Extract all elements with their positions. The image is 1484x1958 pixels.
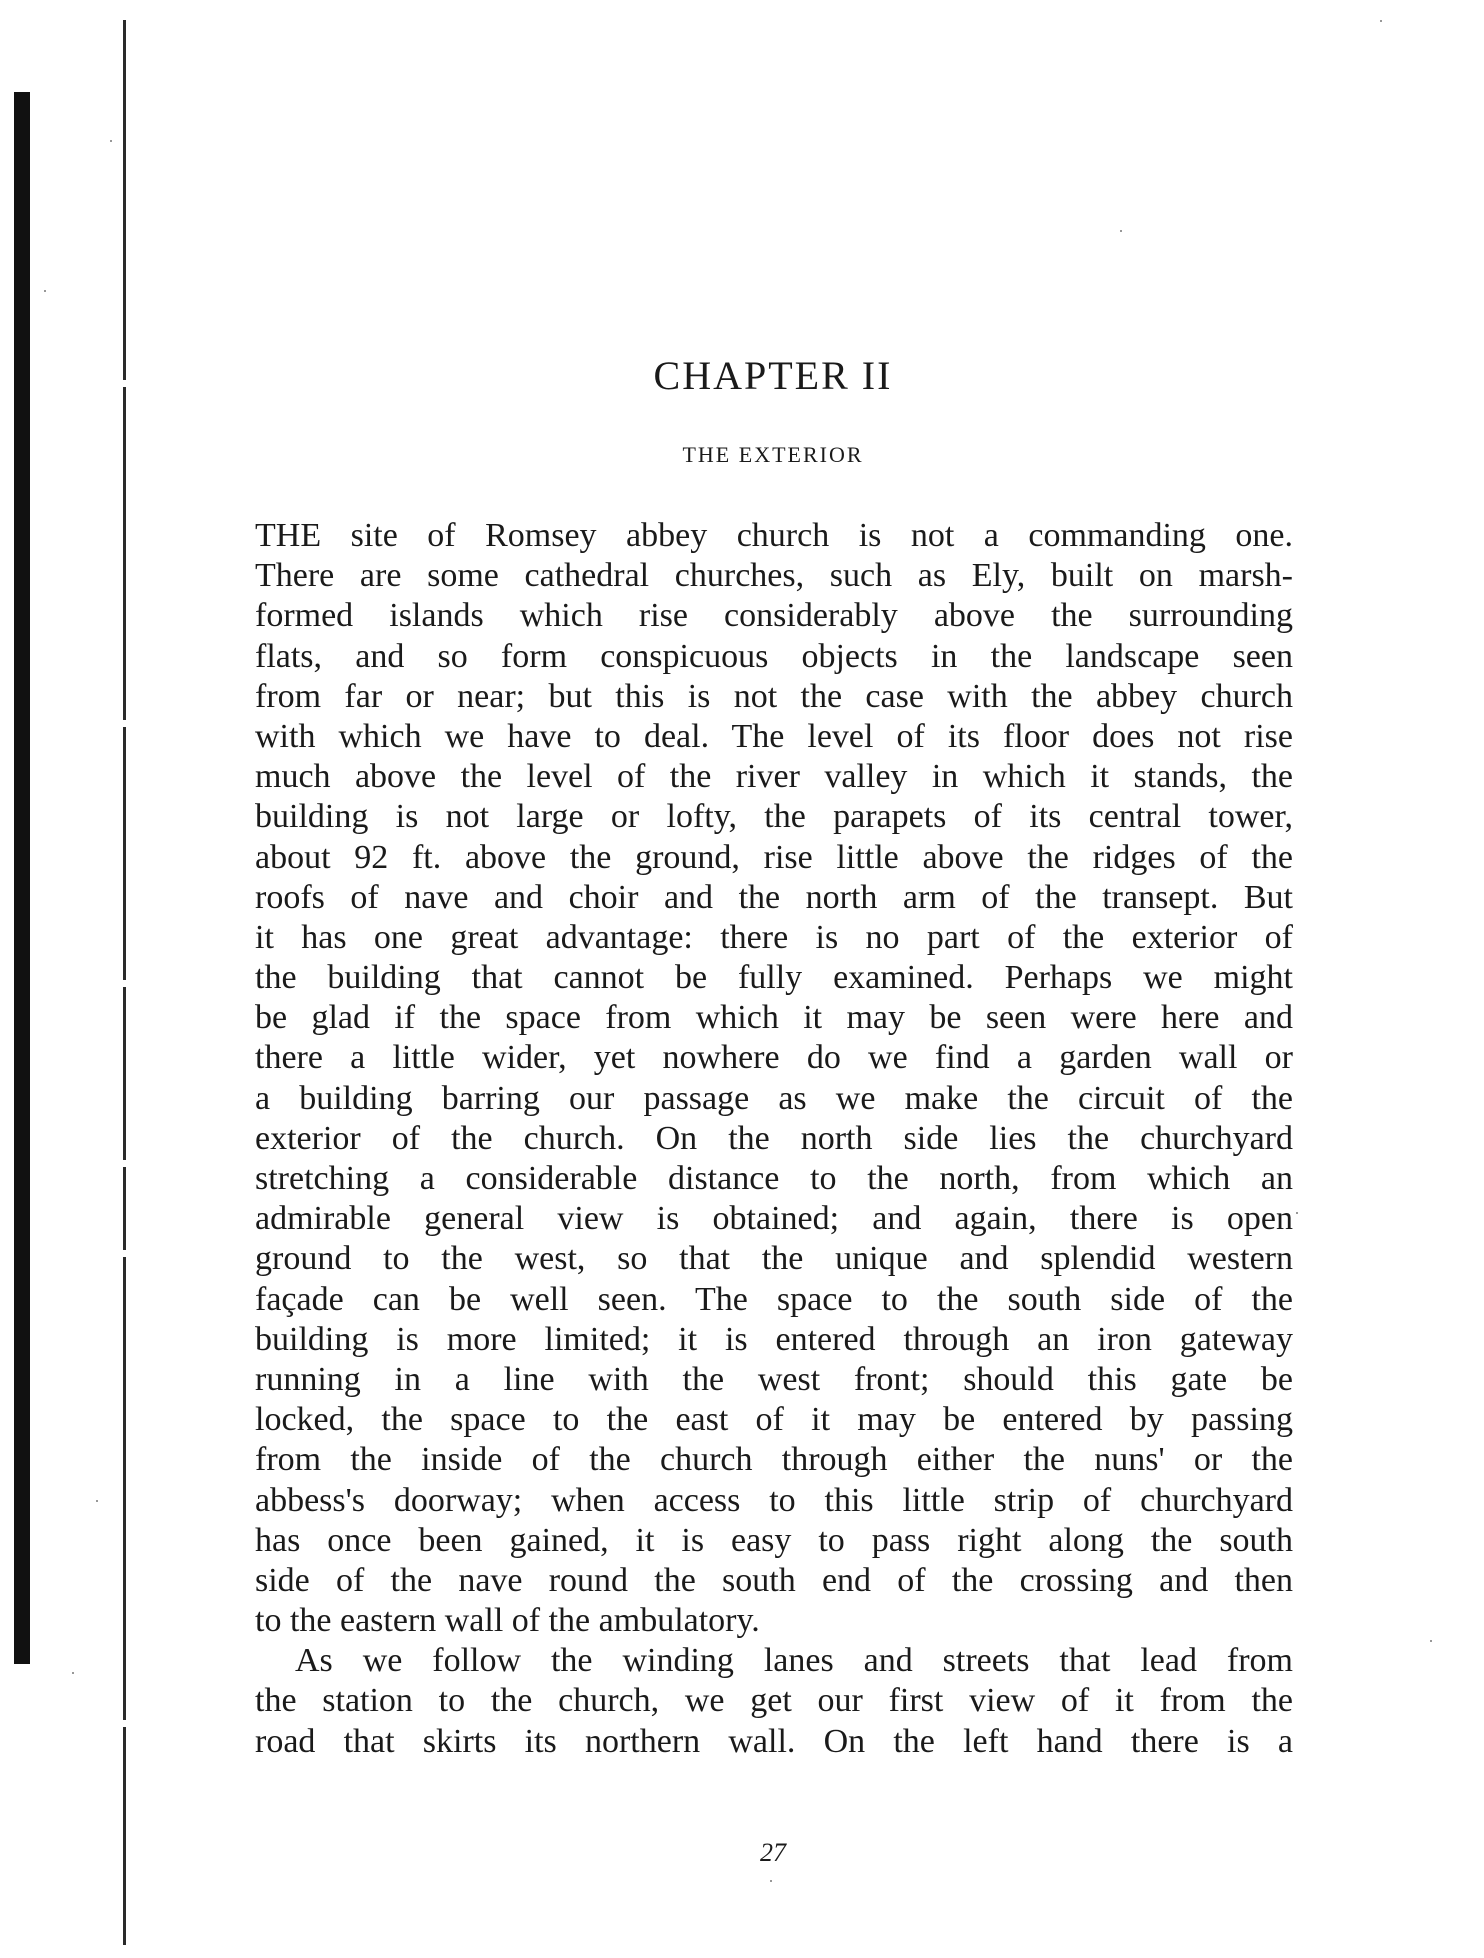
text-line: from far or near; but this is not the case with the abbey church — [255, 677, 1293, 715]
text-line: much above the level of the river valley in which it stands, the — [255, 758, 1293, 796]
text-line: a building barring our passage as we make the circuit of the — [255, 1079, 1293, 1117]
text-line: there a little wider, yet nowhere do we find a garden wall or — [255, 1039, 1293, 1077]
text-line: it has one great advantage: there is no part of the exterior of — [255, 918, 1293, 956]
scan-speck — [44, 290, 46, 292]
paragraph — [255, 1641, 1293, 1762]
text-line: building is not large or lofty, the parapets of its central tower, — [255, 798, 1293, 836]
text-line: with which we have to deal. The level of its floor does not rise — [255, 717, 1293, 755]
text-line: building is more limited; it is entered through an iron gateway — [255, 1320, 1293, 1358]
text-line: be glad if the space from which it may be seen were here and — [255, 999, 1293, 1037]
edge-gap — [121, 1250, 126, 1257]
binding-shadow — [14, 92, 30, 1664]
text-line: the building that cannot be fully examined. Perhaps we might — [255, 959, 1293, 997]
text-line: There are some cathedral churches, such as Ely, built on marsh- — [255, 557, 1293, 595]
text-line: THE site of Romsey abbey church is not a commanding one. — [255, 517, 1293, 554]
edge-gap — [121, 980, 126, 987]
text-line: the station to the church, we get our first view of it from the — [255, 1682, 1293, 1720]
edge-gap — [121, 1160, 126, 1167]
text-line: about 92 ft. above the ground, rise little above the ridges of the — [255, 838, 1293, 876]
text-line: façade can be well seen. The space to the south side of the — [255, 1280, 1293, 1318]
chapter-title: CHAPTER II — [653, 353, 893, 398]
section-title: THE EXTERIOR — [682, 442, 864, 467]
text-line: locked, the space to the east of it may be entered by passing — [255, 1401, 1293, 1439]
text-line: side of the nave round the south end of the crossing and then — [255, 1561, 1293, 1599]
text-line: admirable general view is obtained; and again, there is open — [255, 1200, 1293, 1238]
scan-speck — [770, 1880, 772, 1882]
edge-gap — [121, 720, 126, 727]
edge-gap — [121, 1720, 126, 1727]
scan-speck — [96, 1500, 98, 1502]
text-line: formed islands which rise considerably above the surrounding — [255, 597, 1293, 635]
paragraph — [255, 516, 1293, 1641]
text-line: abbess's doorway; when access to this little strip of churchyard — [255, 1481, 1293, 1519]
scan-speck — [1120, 230, 1122, 232]
text-line: has once been gained, it is easy to pass right along the south — [255, 1521, 1293, 1559]
text-line: to the eastern wall of the ambulatory. — [255, 1602, 760, 1640]
text-line: flats, and so form conspicuous objects in the landscape seen — [255, 637, 1293, 675]
scan-gutter-artifact — [0, 0, 140, 1958]
text-line: running in a line with the west front; should this gate be — [255, 1360, 1293, 1398]
text-line: stretching a considerable distance to the north, from which an — [255, 1160, 1293, 1197]
page-number: 27 — [760, 1838, 786, 1867]
body-text — [255, 516, 1293, 1762]
scan-speck — [1296, 1212, 1298, 1214]
text-line: road that skirts its northern wall. On the left hand there is a — [255, 1722, 1293, 1760]
scan-speck — [1380, 20, 1382, 22]
text-line: roofs of nave and choir and the north arm of the transept. But — [255, 878, 1293, 916]
scan-speck — [72, 1672, 74, 1674]
text-line: As we follow the winding lanes and streets that lead from — [295, 1642, 1293, 1680]
text-line: exterior of the church. On the north side lies the churchyard — [255, 1119, 1293, 1157]
text-line: ground to the west, so that the unique and splendid western — [255, 1240, 1293, 1278]
scan-speck — [110, 140, 112, 142]
text-line: from the inside of the church through either the nuns' or the — [255, 1441, 1293, 1479]
scan-speck — [1430, 1640, 1432, 1642]
